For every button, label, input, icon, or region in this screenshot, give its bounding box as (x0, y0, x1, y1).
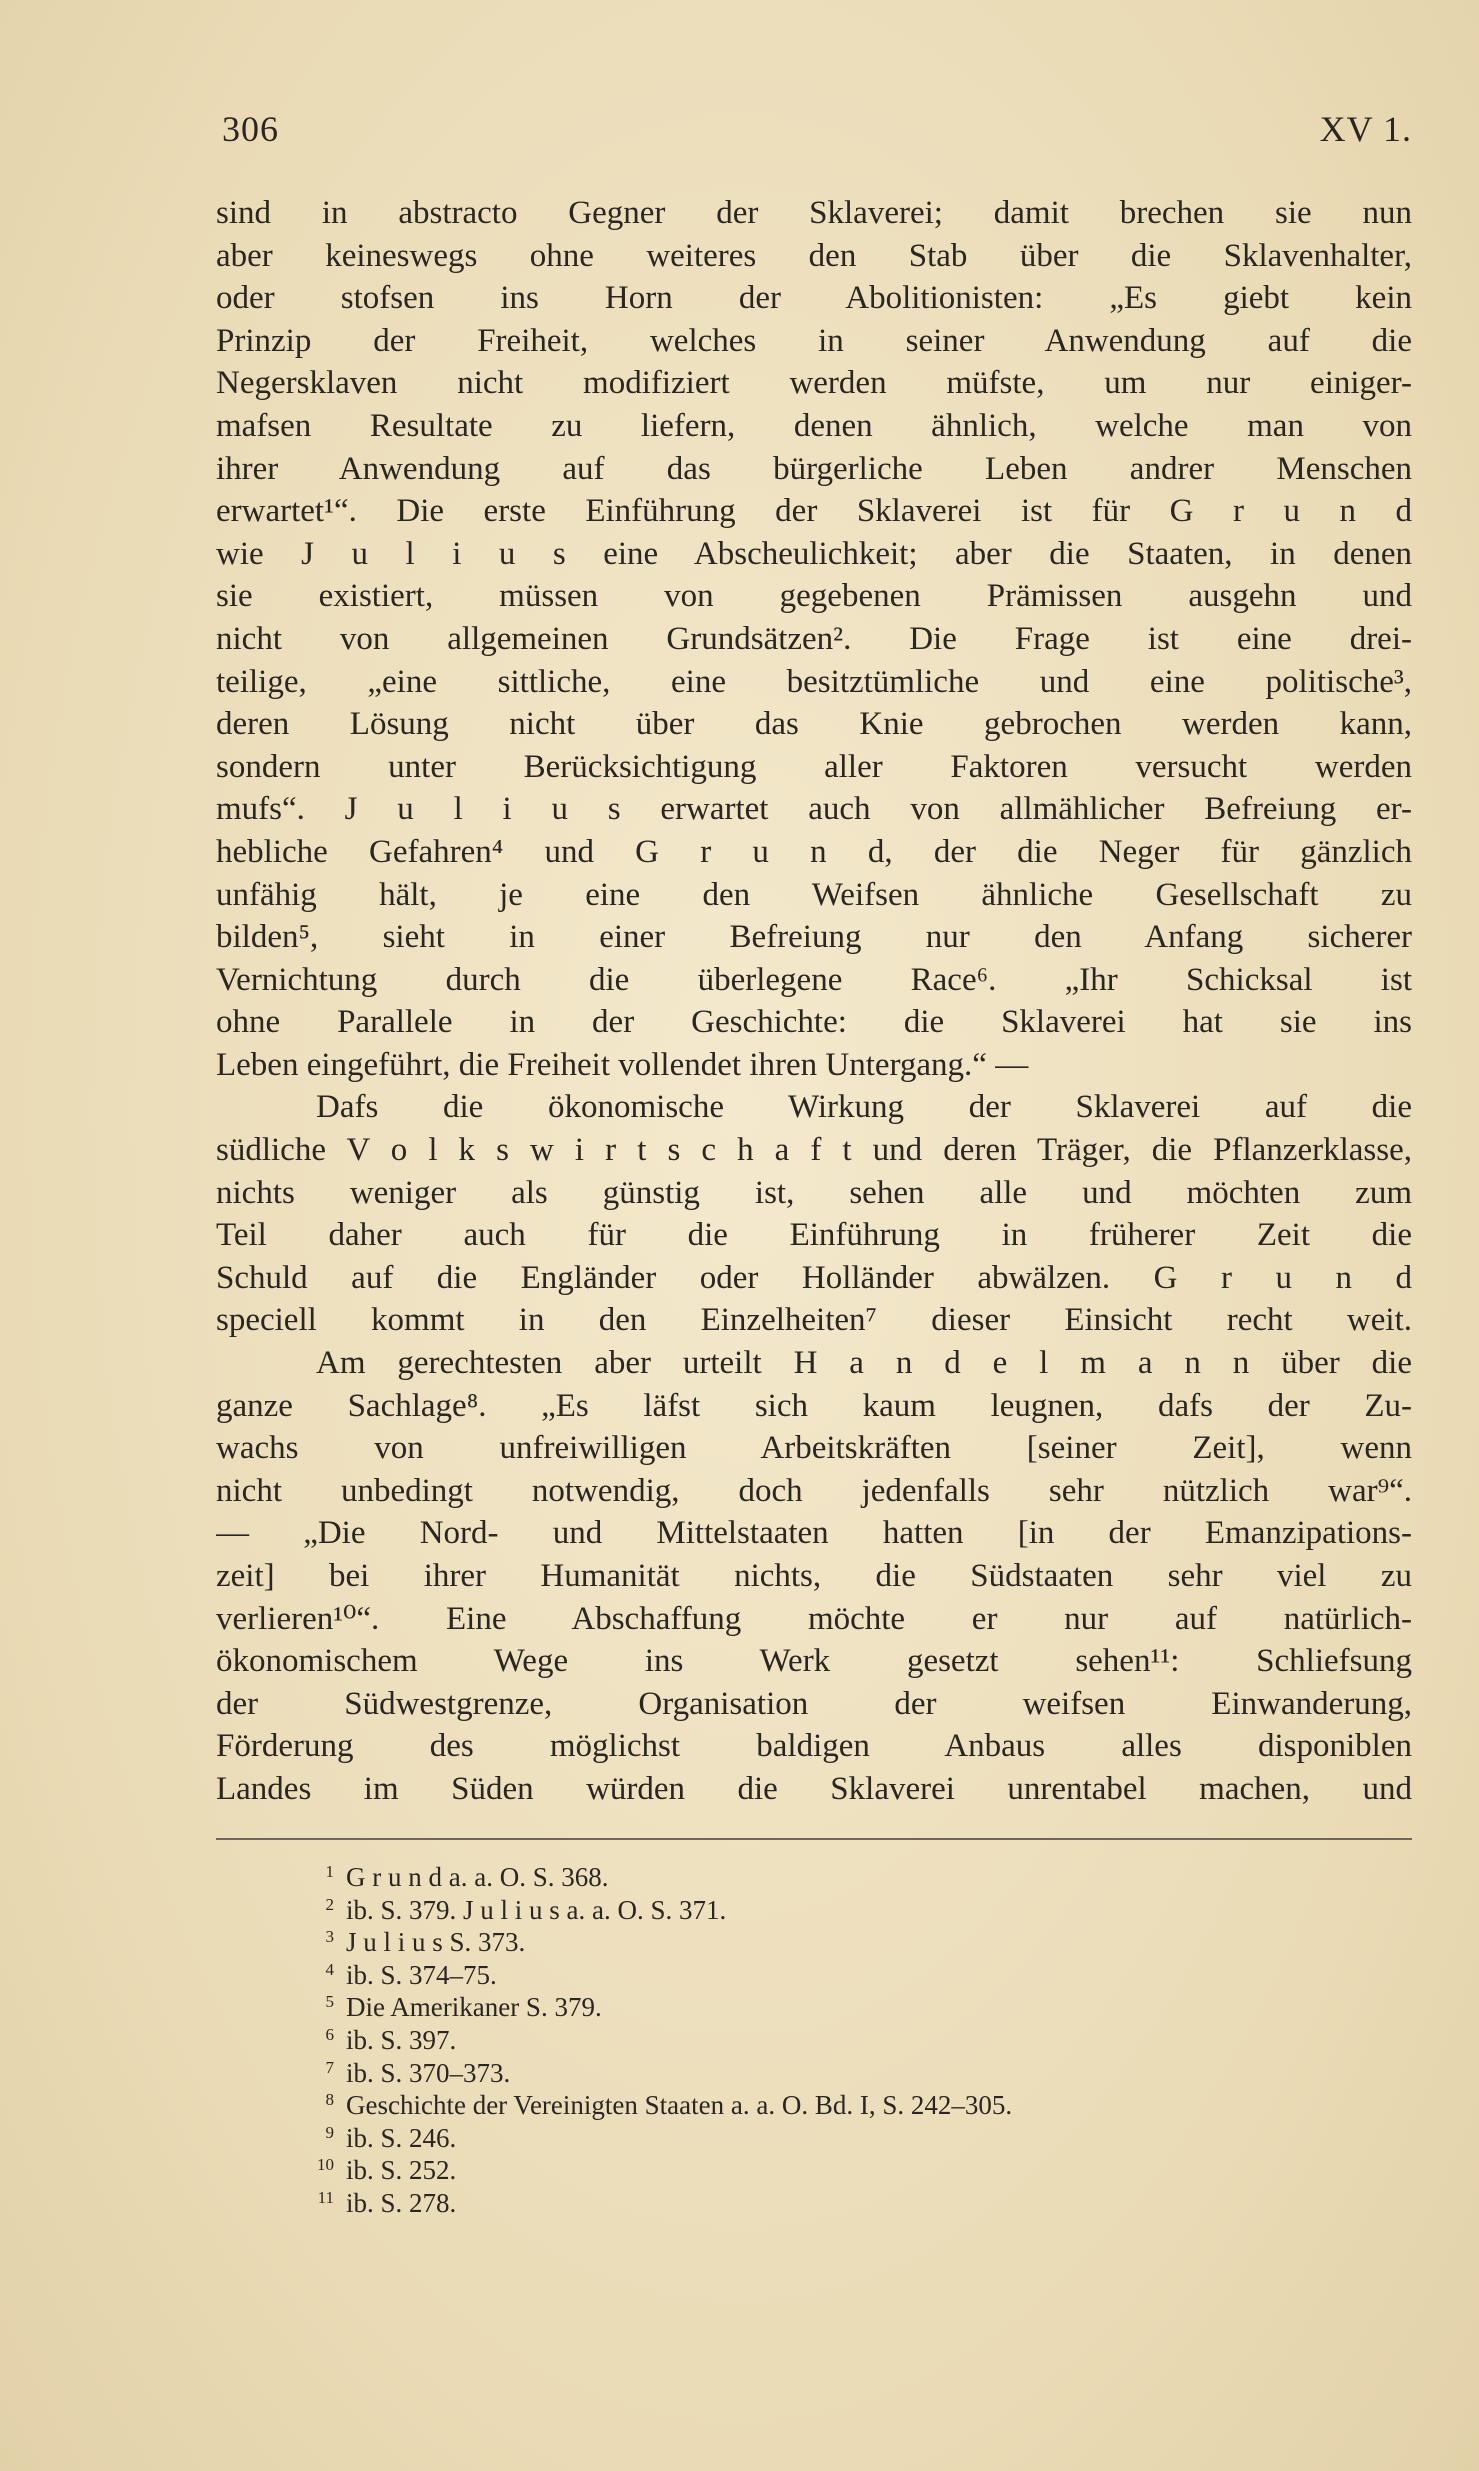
text-line: ihrer Anwendung auf das bürgerliche Leben andrer Menschen (216, 450, 1412, 487)
text-line: teilige, „eine sittliche, eine besitztümliche und eine politische³, (216, 663, 1412, 700)
footnote (296, 1856, 1416, 1892)
footnote-text: ib. S. 370–373. (346, 2057, 511, 2088)
text-line: Teil daher auch für die Einführung in früherer Zeit die (216, 1217, 1412, 1254)
footnote-text: ib. S. 252. (346, 2155, 457, 2186)
footnotes (296, 1856, 1416, 2218)
text-line: zeit] bei ihrer Humanität nichts, die Südstaaten sehr viel zu (216, 1558, 1412, 1594)
footnote-number: 3 (325, 1927, 334, 1947)
text-line: unfähig hält, je eine den Weifsen ähnliche Gesellschaft zu (216, 876, 1412, 913)
text-line: Prinzip der Freiheit, welches in seiner Anwendung auf die (216, 322, 1412, 359)
text-line: der Südwestgrenze, Organisation der weifsen Einwanderung, (216, 1685, 1412, 1722)
footnote-text: Geschichte der Vereinigten Staaten a. a. O. Bd. I, S. 242–305. (346, 2090, 1013, 2121)
text-line: mufs“. J u l i u s erwartet auch von allmählicher Befreiung er- (216, 791, 1412, 828)
footnote (296, 1954, 1416, 1990)
footnote-number: 1 (325, 1862, 334, 1881)
text-line: Vernichtung durch die überlegene Race⁶. „Ihr Schicksal ist (216, 961, 1412, 998)
footnote-number: 8 (325, 2090, 334, 2110)
text-line: oder stofsen ins Horn der Abolitionisten: „Es giebt kein (216, 280, 1412, 317)
footnote-text: ib. S. 397. (346, 2024, 457, 2055)
text-line: sondern unter Berücksichtigung aller Faktoren versucht werden (216, 748, 1412, 785)
footnote (296, 2052, 1416, 2088)
footnote-number: 7 (325, 2057, 334, 2077)
text-line: aber keineswegs ohne weiteres den Stab über die Sklavenhalter, (216, 237, 1412, 274)
text-line: speciell kommt in den Einzelheiten⁷ dieser Einsicht recht weit. (216, 1302, 1412, 1339)
footnote-number: 9 (325, 2122, 334, 2142)
text-line: nichts weniger als günstig ist, sehen alle und möchten zum (216, 1174, 1412, 1211)
text-line: sie existiert, müssen von gegebenen Prämissen ausgehn und (216, 578, 1412, 615)
footnote (296, 2084, 1416, 2121)
page-number: 306 (222, 109, 279, 149)
text-line: ökonomischem Wege ins Werk gesetzt sehen¹¹: Schliefsung (216, 1643, 1412, 1680)
page-header (222, 108, 1412, 168)
text-line: bilden⁵, sieht in einer Befreiung nur den Anfang sicherer (216, 919, 1412, 956)
text-line: ohne Parallele in der Geschichte: die Sklaverei hat sie ins (216, 1004, 1412, 1041)
footnote-text: G r u n d a. a. O. S. 368. (346, 1862, 609, 1892)
footnote (296, 1921, 1416, 1958)
text-line: Am gerechtesten aber urteilt H a n d e l m a n n über die (316, 1345, 1412, 1382)
text-line: nicht unbedingt notwendig, doch jedenfalls sehr nützlich war⁹“. (216, 1472, 1412, 1509)
text-line: wachs von unfreiwilligen Arbeitskräften [seiner Zeit], wenn (216, 1430, 1412, 1467)
text-line: Dafs die ökonomische Wirkung der Sklaverei auf die (316, 1089, 1412, 1126)
footnote (296, 1986, 1416, 2023)
footnote-number: 11 (317, 2187, 334, 2207)
running-head: XV 1. (1319, 109, 1412, 149)
text-line: — „Die Nord- und Mittelstaaten hatten [in der Emanzipations- (216, 1515, 1412, 1552)
footnote-number: 6 (325, 2024, 334, 2044)
footnote (296, 2019, 1416, 2055)
footnote (296, 1889, 1416, 1925)
footnote-text: ib. S. 379. J u l i u s a. a. O. S. 371. (346, 1894, 727, 1925)
footnote-number: 2 (325, 1894, 334, 1914)
footnote-number: 4 (325, 1959, 334, 1979)
text-line: erwartet¹“. Die erste Einführung der Sklaverei ist für G r u n d (216, 493, 1412, 530)
text-line: Leben eingeführt, die Freiheit vollendet ihren Untergang.“ — (216, 1046, 1029, 1083)
footnote (296, 2117, 1416, 2153)
footnote-number: 10 (317, 2155, 334, 2175)
text-line: wie J u l i u s eine Abscheulichkeit; aber die Staaten, in denen (216, 535, 1412, 572)
footnote-number: 5 (325, 1992, 334, 2012)
footnote-rule (216, 1838, 1412, 1840)
footnote (296, 2182, 1416, 2218)
footnote-text: Die Amerikaner S. 379. (346, 1992, 602, 2023)
main-text (216, 192, 1412, 1811)
text-line: nicht von allgemeinen Grundsätzen². Die Frage ist eine drei- (216, 620, 1412, 657)
footnote-text: ib. S. 278. (346, 2187, 457, 2218)
footnote-text: ib. S. 246. (346, 2122, 457, 2153)
footnote-text: J u l i u s S. 373. (346, 1927, 526, 1958)
text-line: mafsen Resultate zu liefern, denen ähnlich, welche man von (216, 407, 1412, 444)
text-line: deren Lösung nicht über das Knie gebrochen werden kann, (216, 706, 1412, 743)
text-line: südliche V o l k s w i r t s c h a f t und deren Träger, die Pflanzerklasse, (216, 1132, 1412, 1169)
text-line: verlieren¹⁰“. Eine Abschaffung möchte er nur auf natürlich- (216, 1600, 1412, 1637)
text-line: Negersklaven nicht modifiziert werden müfste, um nur einiger- (216, 365, 1412, 402)
text-line: Landes im Süden würden die Sklaverei unrentabel machen, und (216, 1770, 1412, 1807)
text-line: sind in abstracto Gegner der Sklaverei; damit brechen sie nun (216, 195, 1412, 231)
text-line: Förderung des möglichst baldigen Anbaus alles disponiblen (216, 1728, 1412, 1765)
text-line: ganze Sachlage⁸. „Es läfst sich kaum leugnen, dafs der Zu- (216, 1387, 1412, 1424)
footnote-text: ib. S. 374–75. (346, 1959, 497, 1990)
footnote (296, 2149, 1416, 2186)
text-line: Schuld auf die Engländer oder Holländer abwälzen. G r u n d (216, 1259, 1412, 1296)
text-line: hebliche Gefahren⁴ und G r u n d, der die Neger für gänzlich (216, 833, 1412, 870)
